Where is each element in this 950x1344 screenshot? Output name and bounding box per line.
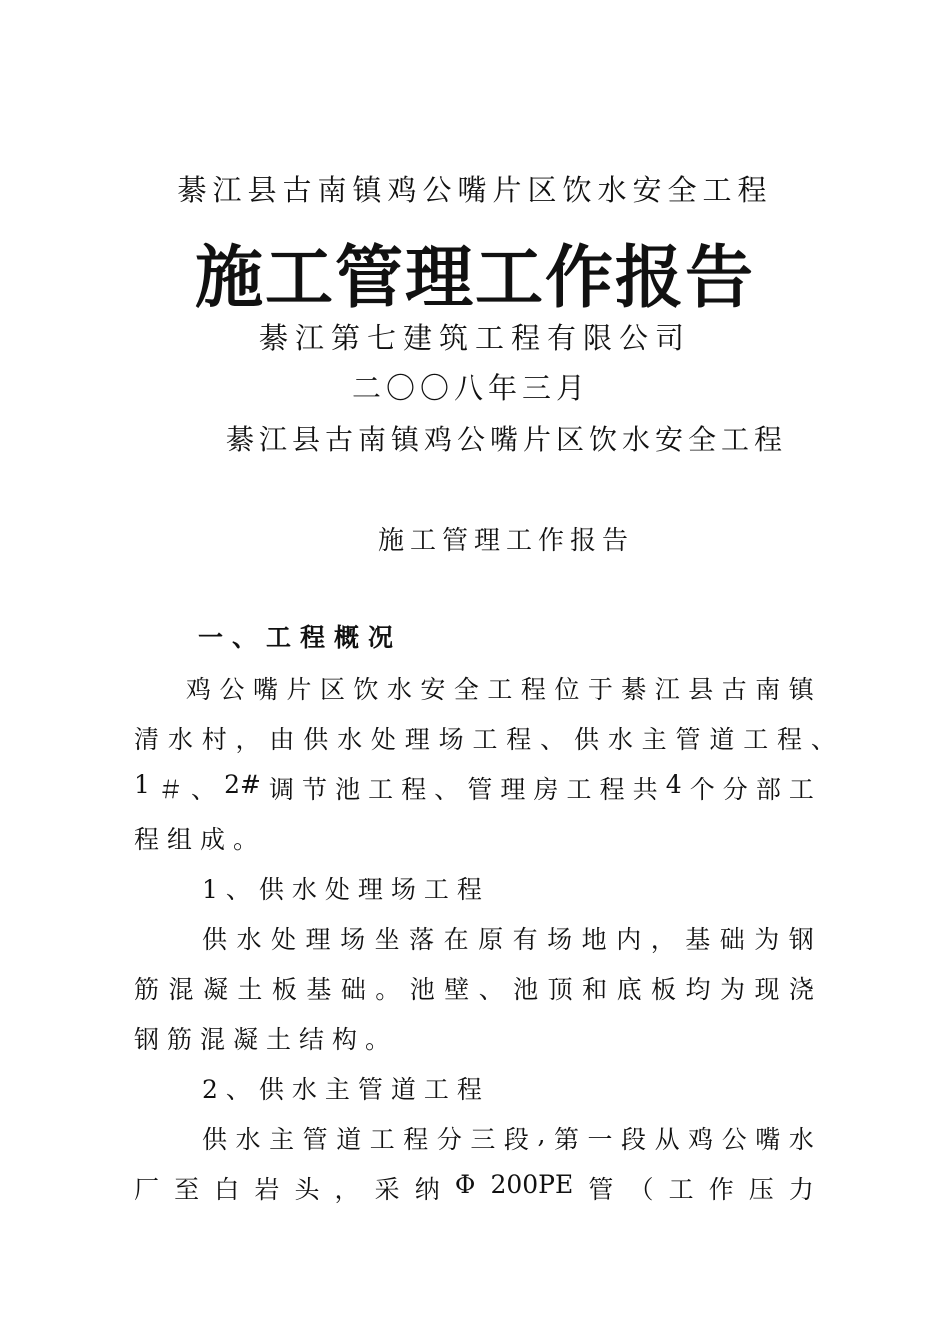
body-line: 清 水 村 ， 由 供 水 处 理 场 工 程 、 供 水 主 管 道 工 程 、: [134, 725, 836, 754]
body-line: 供 水 主 管 道 工 程 分 三 段 , 第 一 段 从 鸡 公 嘴 水: [202, 1120, 814, 1154]
section-heading: 一、工程概况: [198, 623, 403, 652]
subsection-heading: 2、供水主管道工程: [202, 1075, 490, 1104]
cover-date: 二〇〇八年三月: [352, 371, 591, 405]
document-project-name: 綦江县古南镇鸡公嘴片区饮水安全工程: [226, 423, 788, 456]
subsection-heading: 1、供水处理场工程: [202, 875, 490, 904]
body-line: 程组成。: [134, 825, 267, 854]
cover-company-name: 綦江第七建筑工程有限公司: [258, 321, 691, 355]
body-line: 筋 混 凝 土 板 基 础 。 池 壁 、 池 顶 和 底 板 均 为 现 浇: [134, 975, 814, 1004]
cover-report-title: 施工管理工作报告: [194, 238, 755, 318]
body-line: 鸡 公 嘴 片 区 饮 水 安 全 工 程 位 于 綦 江 县 古 南 镇: [186, 675, 814, 704]
document-report-title: 施工管理工作报告: [378, 526, 635, 556]
cover-project-name: 綦江县古南镇鸡公嘴片区饮水安全工程: [177, 173, 773, 207]
body-line: 钢筋混凝土结构。: [134, 1025, 399, 1054]
body-line: 1 ＃ 、 2# 调 节 池 工 程 、 管 理 房 工 程 共 4 个 分 部 工: [134, 770, 814, 804]
body-line: 供 水 处 理 场 坐 落 在 原 有 场 地 内 ， 基 础 为 钢: [202, 925, 814, 954]
body-line: 厂 至 白 岩 头 ， 采 纳 Φ 200PE 管 （ 工 作 压 力: [134, 1170, 814, 1204]
